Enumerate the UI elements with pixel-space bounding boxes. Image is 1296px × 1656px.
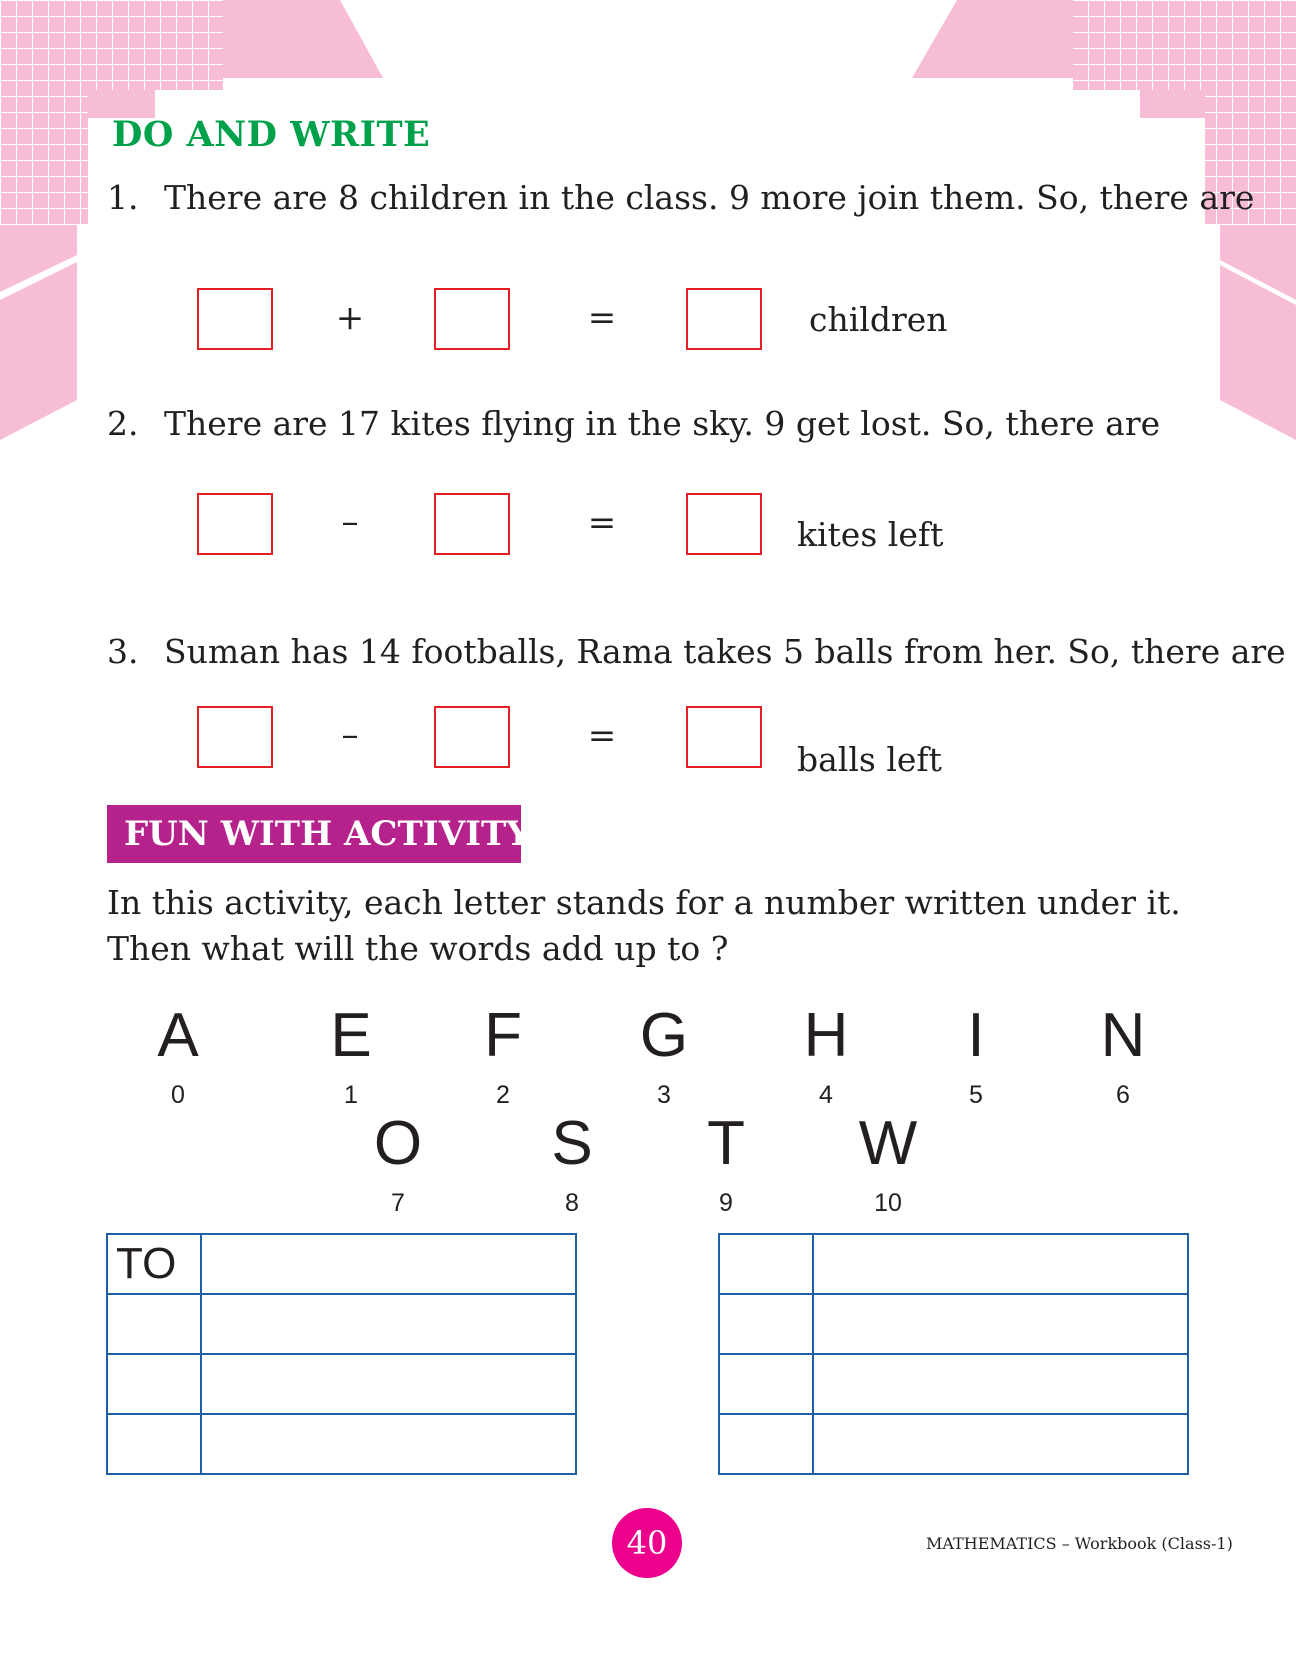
letter: F [484,1001,522,1070]
letter-value: 7 [391,1189,405,1217]
question-3-number: 3. [107,632,139,671]
answer-cell[interactable] [813,1234,1188,1294]
answer-box-1c[interactable] [686,288,762,350]
answer-box-3c[interactable] [686,706,762,768]
letter-key-o [358,1109,438,1218]
question-3-text: Suman has 14 footballs, Rama takes 5 balls from her. So, there are [164,632,1286,671]
letter-key-w [848,1109,928,1218]
plus-operator: + [335,298,365,338]
letter-key-t [686,1109,766,1218]
answer-box-3b[interactable] [434,706,510,768]
question-2-number: 2. [107,404,139,443]
minus-operator: – [341,715,359,755]
letter-key-a [138,1001,218,1110]
answer-cell[interactable] [813,1294,1188,1354]
answer-cell[interactable] [201,1234,576,1294]
question-1-number: 1. [107,178,139,217]
table-row [719,1234,1188,1294]
letter-value: 6 [1116,1081,1130,1109]
answer-box-2a[interactable] [197,493,273,555]
equals-sign: = [587,503,617,543]
question-3-unit: balls left [797,740,942,779]
letter: G [639,1001,689,1070]
table-row [719,1294,1188,1354]
table-row [107,1414,576,1474]
letter: W [858,1109,918,1178]
answer-box-2c[interactable] [686,493,762,555]
equals-sign: = [587,298,617,338]
letter-value: 5 [969,1081,983,1109]
answer-cell[interactable] [201,1294,576,1354]
answer-cell[interactable] [813,1414,1188,1474]
letter-value: 4 [819,1081,833,1109]
letter-key-n [1083,1001,1163,1110]
answer-box-3a[interactable] [197,706,273,768]
question-2-unit: kites left [797,515,944,554]
letter-key-f [463,1001,543,1110]
letter-key-g [624,1001,704,1110]
table-row [107,1234,576,1294]
fun-with-activity-banner: FUN WITH ACTIVITY [107,805,521,863]
minus-operator: – [341,502,359,542]
answer-cell[interactable] [201,1414,576,1474]
word-cell[interactable] [107,1414,201,1474]
answer-box-1a[interactable] [197,288,273,350]
letter-key-i [936,1001,1016,1110]
word-cell[interactable] [719,1234,813,1294]
answer-cell[interactable] [201,1354,576,1414]
letter-value: 3 [657,1081,671,1109]
word-cell[interactable] [719,1294,813,1354]
word-cell: TO [107,1234,201,1294]
answer-box-1b[interactable] [434,288,510,350]
table-row [107,1354,576,1414]
letter: A [157,1001,199,1070]
word-cell[interactable] [719,1354,813,1414]
letter-key-e [311,1001,391,1110]
letter-value: 9 [719,1189,733,1217]
page-number-badge: 40 [612,1508,682,1578]
letter: T [707,1109,745,1178]
word-cell[interactable] [107,1354,201,1414]
letter-key-h [786,1001,866,1110]
book-title-footer: MATHEMATICS – Workbook (Class-1) [926,1534,1233,1553]
word-cell[interactable] [107,1294,201,1354]
question-1-unit: children [809,300,948,339]
table-row [719,1354,1188,1414]
question-2-text: There are 17 kites flying in the sky. 9 get lost. So, there are [164,404,1161,443]
answer-box-2b[interactable] [434,493,510,555]
letter-value: 2 [496,1081,510,1109]
word-sum-table-left [106,1233,577,1475]
table-row [719,1414,1188,1474]
word-cell[interactable] [719,1414,813,1474]
letter: N [1100,1001,1146,1070]
table-row [107,1294,576,1354]
letter: I [967,1001,985,1070]
letter: S [551,1109,593,1178]
letter: H [803,1001,849,1070]
letter-value: 1 [344,1081,358,1109]
do-and-write-heading: DO AND WRITE [112,114,431,155]
activity-instruction: In this activity, each letter stands for a number written under it. Then what will the words add up to ? [107,883,1181,968]
word-sum-table-right [718,1233,1189,1475]
question-1-text: There are 8 children in the class. 9 more join them. So, there are [164,178,1255,217]
letter-key-s [532,1109,612,1218]
letter-value: 0 [171,1081,185,1109]
letter: O [373,1109,423,1178]
letter: E [330,1001,372,1070]
answer-cell[interactable] [813,1354,1188,1414]
letter-value: 8 [565,1189,579,1217]
equals-sign: = [587,716,617,756]
letter-value: 10 [874,1189,902,1217]
